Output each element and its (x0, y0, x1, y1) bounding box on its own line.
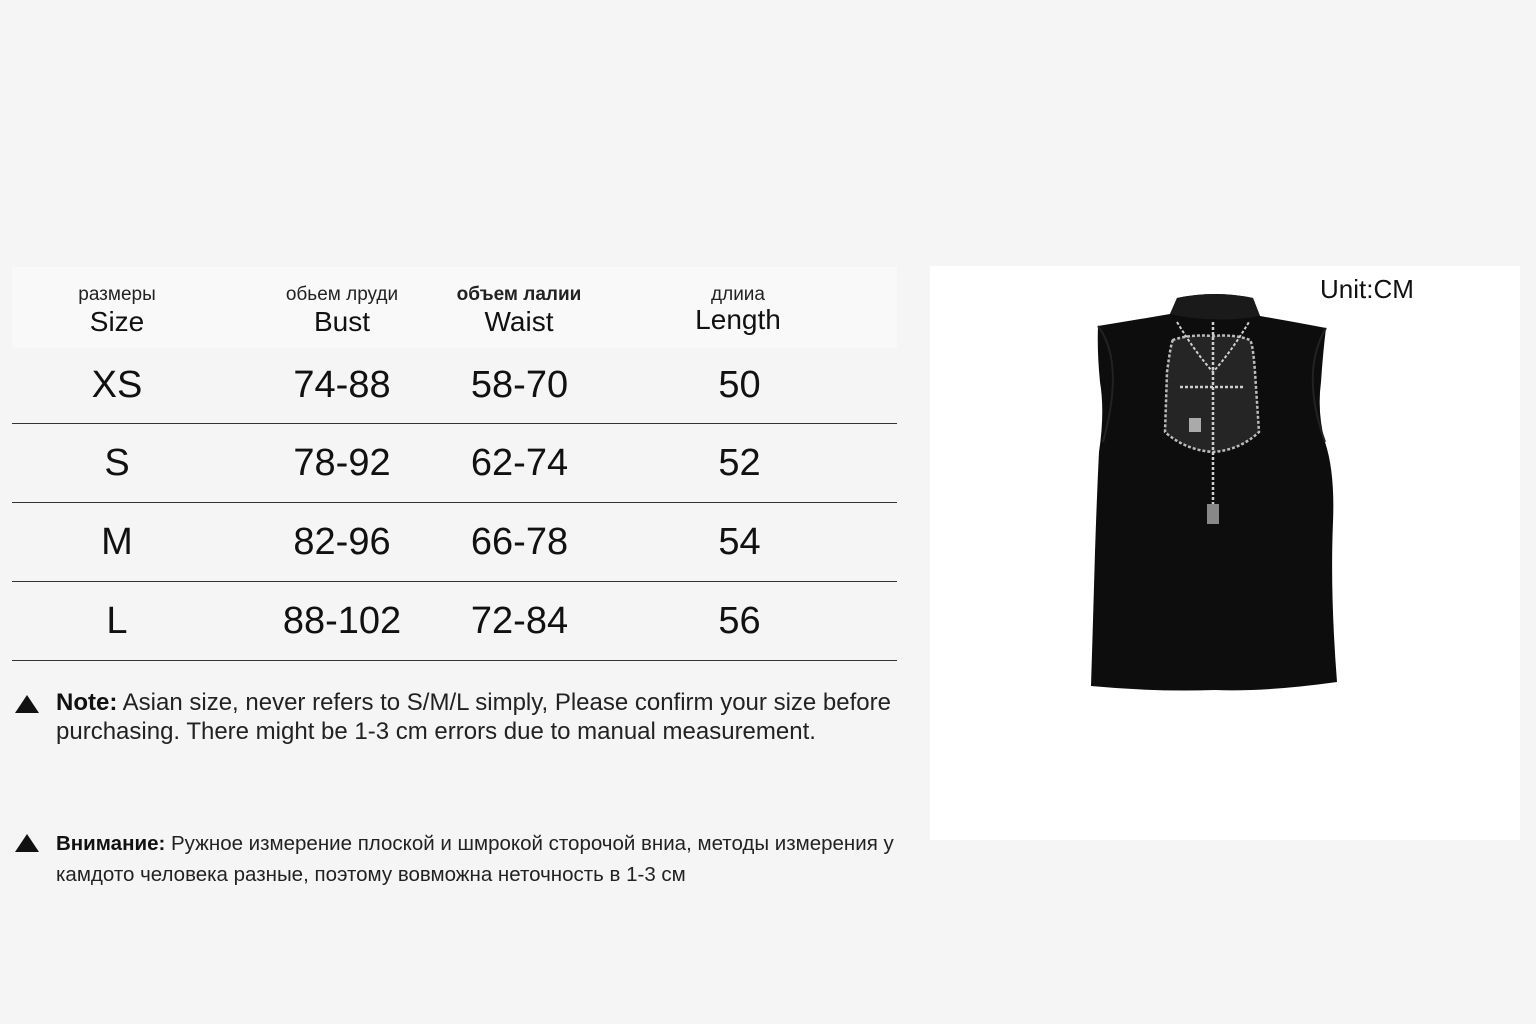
table-row (12, 582, 897, 661)
header-waist-en: Waist (484, 306, 554, 337)
header-size-en: Size (89, 306, 145, 337)
header-bust (272, 267, 412, 348)
cell-bust: 88-102 (282, 599, 402, 642)
table-row (12, 503, 897, 582)
note-english-text: Asian size, never refers to S/M/L simply, Please confirm your size before purchasing. There might be 1-3 cm errors due to manual measurement. (56, 689, 891, 745)
header-size-ru: размеры (78, 284, 156, 305)
table-row (12, 348, 897, 424)
cell-size: S (104, 441, 130, 484)
cell-length: 54 (718, 520, 761, 563)
cell-waist: 58-70 (470, 364, 569, 406)
cell-waist: 66-78 (470, 520, 569, 563)
cell-waist: 62-74 (470, 441, 569, 484)
table-row (12, 424, 897, 503)
header-waist (449, 267, 589, 348)
header-length (678, 267, 798, 348)
cell-length: 56 (718, 599, 761, 642)
table-header-row (12, 267, 897, 348)
warning-triangle-icon (15, 834, 39, 852)
cell-size: M (101, 520, 133, 563)
cell-bust: 82-96 (293, 520, 391, 563)
cell-bust: 74-88 (293, 364, 391, 406)
note-russian (12, 828, 951, 890)
cell-waist: 72-84 (470, 599, 569, 642)
header-length-ru: длииа (711, 284, 765, 305)
warning-triangle-icon (15, 695, 39, 713)
cell-length: 52 (718, 441, 761, 484)
size-chart-table (12, 267, 897, 661)
note-english-label: Note: (56, 689, 118, 716)
note-russian-text: Ружное измерение плоской и шмрокой сторочой вниа, методы измерения у камдото человека разные, поэтому вовможна неточность в 1-3 см (56, 832, 894, 886)
header-waist-ru: объем лалии (456, 284, 582, 305)
header-bust-ru: обьем лруди (285, 284, 399, 305)
header-length-en: Length (695, 304, 781, 335)
header-size (67, 267, 167, 348)
unit-label: Unit:CM (1320, 274, 1414, 304)
product-image-panel (930, 266, 1520, 840)
cell-length: 50 (718, 364, 761, 406)
cell-bust: 78-92 (293, 441, 391, 484)
sleeveless-top-icon (1085, 292, 1345, 692)
note-english (12, 688, 951, 746)
cell-size: XS (91, 364, 143, 406)
cell-size: L (106, 599, 128, 642)
header-bust-en: Bust (313, 306, 371, 337)
note-russian-label: Внимание: (56, 832, 166, 855)
